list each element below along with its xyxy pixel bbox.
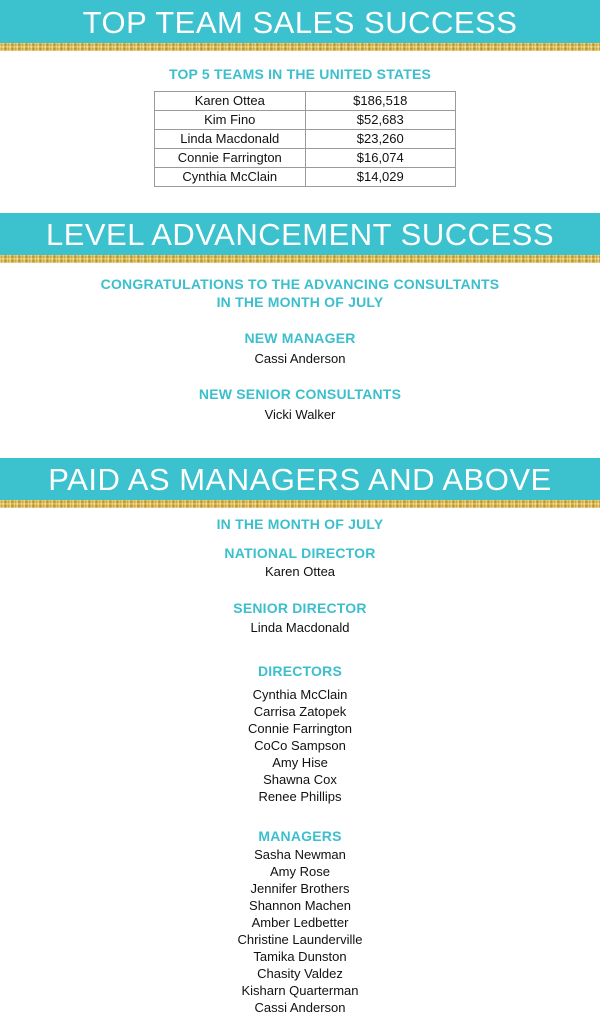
table-row [155,111,456,130]
top-teams-heading: TOP 5 TEAMS IN THE UNITED STATES [168,66,432,82]
banner-paid-as-managers [0,458,600,500]
gold-divider [0,43,600,51]
director-name: Shawna Cox [263,772,337,787]
team-sales-cell: $14,029 [305,168,455,187]
manager-name: Sasha Newman [254,847,346,862]
director-name: Amy Hise [272,755,328,770]
manager-name: Jennifer Brothers [250,881,350,896]
director-name: Carrisa Zatopek [253,704,347,719]
senior-director-heading: SENIOR DIRECTOR [233,600,367,616]
director-name: Renee Phillips [258,789,342,804]
directors-heading: DIRECTORS [258,663,342,679]
manager-name: Shannon Machen [249,898,351,913]
director-name: Connie Farrington [247,721,353,736]
manager-name: Chasity Valdez [257,966,343,981]
national-director-name: Karen Ottea [264,564,336,579]
banner-top-team-sales [0,0,600,43]
team-sales-cell: $52,683 [305,111,455,130]
managers-heading: MANAGERS [258,828,342,844]
table-row [155,130,456,149]
team-name-cell: Kim Fino [155,111,306,130]
director-name: Cynthia McClain [252,687,348,702]
manager-name: Tamika Dunston [253,949,347,964]
director-name: CoCo Sampson [254,738,346,753]
manager-name: Amber Ledbetter [251,915,349,930]
team-sales-cell: $16,074 [305,149,455,168]
gold-divider [0,500,600,508]
team-name-cell: Cynthia McClain [155,168,306,187]
directors-list [0,686,600,805]
manager-name: Kisharn Quarterman [241,983,359,998]
congratulations-heading: CONGRATULATIONS TO THE ADVANCING CONSULTANTS [100,276,500,292]
table-row [155,168,456,187]
new-manager-heading: NEW MANAGER [244,330,356,346]
new-manager-name: Cassi Anderson [254,351,346,366]
team-name-cell: Karen Ottea [155,92,306,111]
month-heading: IN THE MONTH OF JULY [216,294,384,310]
sales-table [154,91,456,187]
team-name-cell: Linda Macdonald [155,130,306,149]
banner-title: TOP TEAM SALES SUCCESS [82,5,518,40]
manager-name: Cassi Anderson [254,1000,346,1015]
team-sales-cell: $23,260 [305,130,455,149]
month-subheading: IN THE MONTH OF JULY [216,516,384,532]
senior-director-name: Linda Macdonald [250,620,350,635]
gold-divider [0,255,600,263]
banner-level-advancement [0,213,600,255]
team-sales-cell: $186,518 [305,92,455,111]
new-senior-heading: NEW SENIOR CONSULTANTS [198,386,402,402]
managers-list [0,846,600,1016]
manager-name: Christine Launderville [237,932,363,947]
banner-title: LEVEL ADVANCEMENT SUCCESS [45,217,555,252]
banner-title: PAID AS MANAGERS AND ABOVE [48,462,552,497]
manager-name: Amy Rose [270,864,330,879]
table-row [155,149,456,168]
table-row [155,92,456,111]
team-name-cell: Connie Farrington [155,149,306,168]
national-director-heading: NATIONAL DIRECTOR [224,545,376,561]
new-senior-name: Vicki Walker [264,407,336,422]
